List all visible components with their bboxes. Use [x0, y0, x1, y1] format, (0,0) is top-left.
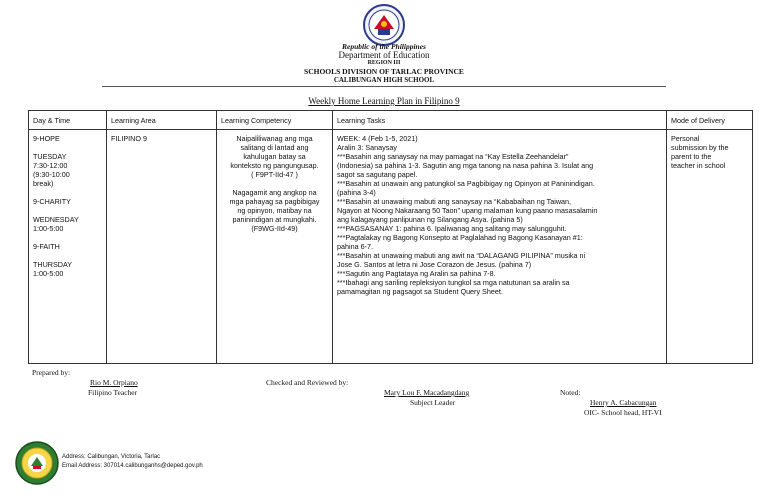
col-learning-area: Learning Area: [107, 111, 217, 130]
task-line: ***Basahin at unawaing mabuti ang sanaysay na “Kababaihan ng Taiwan,: [337, 197, 572, 206]
competency-line: konteksto ng pangungusap.: [230, 161, 319, 170]
competency-line: kahulugan batay sa: [243, 152, 306, 161]
competency-line: Nagagamit ang angkop na: [232, 188, 317, 197]
task-line: ***Pagtalakay ng Bagong Konsepto at Paglalahad ng Bagong Kasanayan #1:: [337, 233, 583, 242]
task-line: ***Sagutin ang Pagtataya ng Aralin sa pahina 7-8.: [337, 269, 496, 278]
day-wednesday: WEDNESDAY: [33, 215, 79, 224]
competency-line: ng opinyon, matibay na: [237, 206, 312, 215]
competency-line: mga pahayag sa pagbibigay: [229, 197, 320, 206]
checked-name: Mary Lou F. Macadangdang: [384, 388, 470, 397]
task-line: Ngayon at Noong Nakaraang 50 Taon” upang malaman kung paano masasalamin: [337, 206, 598, 215]
mode-line: Personal: [671, 134, 700, 143]
learning-area-cell: FILIPINO 9: [107, 130, 217, 364]
footer-email: Email Address: 307014.calibunganhs@deped.gov.ph: [62, 463, 203, 469]
col-mode-of-delivery: Mode of Delivery: [667, 111, 753, 130]
mode-line: submission by the: [671, 143, 729, 152]
task-line: ***Ibahagi ang sariling repleksiyon tungkol sa mga natutunan sa aralin sa: [337, 278, 570, 287]
time-thursday: 1:00-5:00: [33, 269, 64, 278]
table-row: [29, 130, 753, 364]
break-time: (9:30-10:00: [33, 170, 70, 179]
republic-heading: Republic of the Philippines: [342, 42, 426, 51]
noted-name: Henry A. Cabacungan: [590, 398, 657, 407]
task-line: ***Basahin at unawain ang patungkol sa Pagbibigay ng Opinyon at Paninindigan.: [337, 179, 595, 188]
task-line: ***PAGSASANAY 1: pahina 6. Ipaliwanag ang salitang may salungguhit.: [337, 224, 567, 233]
day-thursday: THURSDAY: [33, 260, 73, 269]
footer-address: Address: Calibungan, Victoria, Tarlac: [62, 454, 161, 460]
mode-line: teacher in school: [671, 161, 726, 170]
competency-line: salitang di lantad ang: [240, 143, 309, 152]
prepared-title: Filipino Teacher: [88, 388, 138, 397]
learning-tasks-cell: [333, 130, 667, 364]
time-tuesday: 7:30-12:00: [33, 161, 68, 170]
task-line: pamamagitan ng pagsagot sa Student Query Sheet.: [337, 287, 503, 296]
prepared-label: Prepared by:: [32, 368, 71, 377]
task-line: ***Basahin at unawaing mabuti ang awit na “DALAGANG PILIPINA” musika ni: [337, 251, 586, 260]
section-hope: 9-HOPE: [33, 134, 60, 143]
learning-plan-table: [28, 110, 753, 364]
mode-of-delivery-cell: [667, 130, 753, 364]
department-heading: Department of Education: [338, 50, 430, 60]
header-divider: [102, 86, 666, 87]
competency-line: Naipaliliwanag ang mga: [236, 134, 313, 143]
col-day-time: Day & Time: [29, 111, 107, 130]
day-time-cell: [29, 130, 107, 364]
checked-title: Subject Leader: [410, 398, 456, 407]
task-line: sagot sa sagutang papel.: [337, 170, 418, 179]
competency-cell: [217, 130, 333, 364]
school-heading: CALIBUNGAN HIGH SCHOOL: [333, 76, 435, 84]
day-tuesday: TUESDAY: [33, 152, 67, 161]
table-header-row: [29, 111, 753, 130]
competency-line: paninindigan at mungkahi.: [232, 215, 317, 224]
task-line: (pahina 3-4): [337, 188, 376, 197]
noted-title: OIC- School head, HT-VI: [584, 408, 662, 417]
task-line: ang kalagayang panlipunan ng Silangang Asya. (pahina 5): [337, 215, 523, 224]
noted-label: Noted:: [560, 388, 581, 397]
break-label: break): [33, 179, 54, 188]
division-heading: SCHOOLS DIVISION OF TARLAC PROVINCE: [304, 67, 464, 76]
school-logo: [14, 440, 60, 486]
section-charity: 9-CHARITY: [33, 197, 71, 206]
competency-code: (F9WG-IId-49): [251, 224, 298, 233]
checked-label: Checked and Reviewed by:: [266, 378, 349, 387]
deped-seal: [356, 3, 412, 47]
task-line: Aralin 3: Sanaysay: [337, 143, 397, 152]
time-wednesday: 1:00-5:00: [33, 224, 64, 233]
prepared-name: Rio M. Orpiano: [90, 378, 138, 387]
col-learning-competency: Learning Competency: [217, 111, 333, 130]
task-line: ***Basahin ang sanaysay na may pamagat na “Kay Estella Zeehandelar”: [337, 152, 569, 161]
section-faith: 9-FAITH: [33, 242, 60, 251]
task-line: (Indonesia) sa pahina 1-3. Sagutin ang mga tanong na nasa pahina 3. Isulat ang: [337, 161, 594, 170]
plan-title: Weekly Home Learning Plan in Filipino 9: [308, 96, 460, 106]
task-line: WEEK: 4 (Feb 1-5, 2021): [337, 134, 418, 143]
competency-code: ( F9PT-IId-47 ): [251, 170, 298, 179]
region-heading: REGION III: [367, 60, 401, 66]
task-line: Jose G. Santos at letra ni Jose Corazon de Jesus. (pahina 7): [337, 260, 532, 269]
col-learning-tasks: Learning Tasks: [333, 111, 667, 130]
task-line: pahina 6-7.: [337, 242, 373, 251]
mode-line: parent to the: [671, 152, 712, 161]
